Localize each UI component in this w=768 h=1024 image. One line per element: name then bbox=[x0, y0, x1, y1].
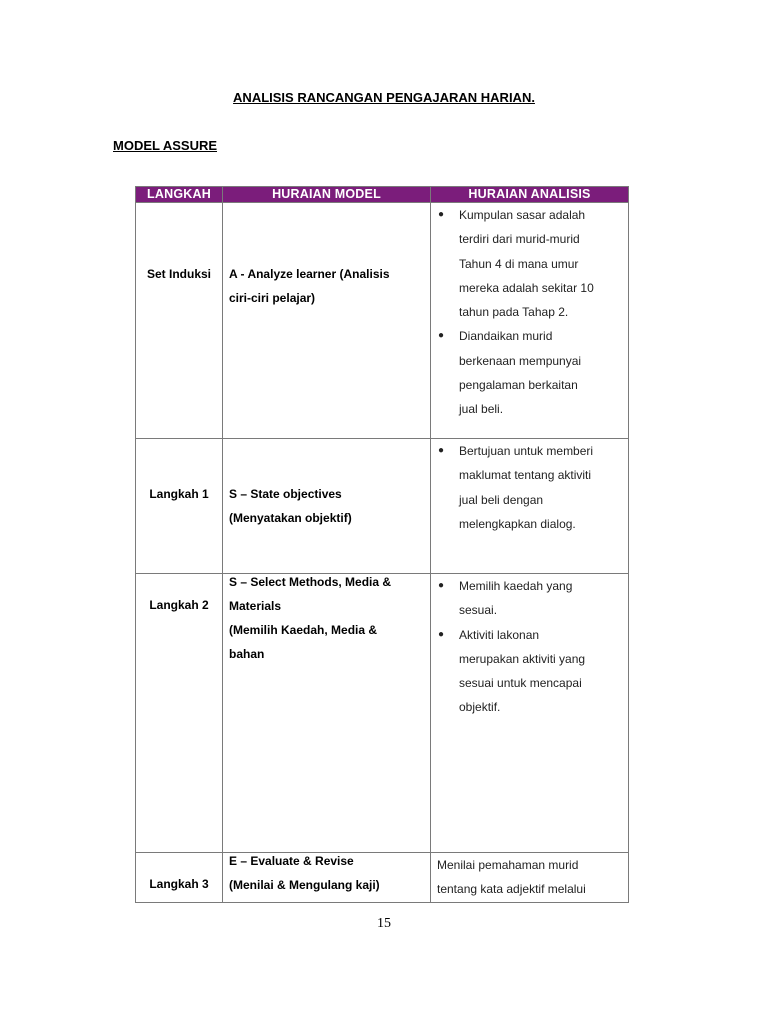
bullet-icon: ● bbox=[438, 580, 445, 591]
analysis-line: jual beli. bbox=[459, 402, 504, 417]
analysis-cell bbox=[431, 203, 629, 439]
model-cell bbox=[223, 439, 431, 574]
analysis-line: berkenaan mempunyai bbox=[459, 353, 582, 368]
model-line: ciri-ciri pelajar) bbox=[229, 291, 316, 305]
analysis-line: sesuai untuk mencapai bbox=[459, 676, 582, 691]
model-description bbox=[229, 574, 427, 667]
analysis-cell bbox=[431, 574, 629, 853]
model-cell bbox=[223, 853, 431, 903]
analysis-line: Menilai pemahaman murid bbox=[437, 858, 579, 872]
step-label: Langkah 3 bbox=[149, 877, 209, 891]
analysis-list bbox=[431, 203, 628, 422]
step-cell bbox=[136, 853, 223, 903]
document-title: ANALISIS RANCANGAN PENGAJARAN HARIAN. bbox=[233, 90, 535, 105]
analysis-list bbox=[431, 439, 628, 536]
analysis-line: mereka adalah sekitar 10 bbox=[459, 280, 594, 295]
bullet-icon: ● bbox=[438, 445, 445, 456]
model-line: (Menyatakan objektif) bbox=[229, 511, 352, 525]
model-line: Materials bbox=[229, 599, 282, 613]
analysis-line: Bertujuan untuk memberi bbox=[459, 444, 594, 458]
analysis-cell bbox=[431, 439, 629, 574]
model-line: bahan bbox=[229, 647, 265, 661]
model-line: S – State objectives bbox=[229, 487, 342, 501]
analysis-line: merupakan aktiviti yang bbox=[459, 651, 586, 666]
assure-analysis-table bbox=[135, 186, 629, 903]
page-number: 15 bbox=[377, 916, 391, 931]
model-description bbox=[229, 853, 427, 898]
header-huraian-model: HURAIAN MODEL bbox=[223, 187, 431, 203]
header-huraian-analisis: HURAIAN ANALISIS bbox=[431, 187, 629, 203]
model-line: S – Select Methods, Media & bbox=[229, 575, 392, 589]
analysis-line: sesuai. bbox=[459, 603, 498, 618]
analysis-line: Diandaikan murid bbox=[459, 329, 553, 344]
bullet-icon: ● bbox=[438, 628, 445, 640]
model-description bbox=[229, 482, 427, 530]
list-item bbox=[431, 324, 628, 421]
analysis-list bbox=[431, 574, 628, 720]
analysis-text bbox=[431, 853, 628, 902]
model-line: E – Evaluate & Revise bbox=[229, 854, 354, 868]
list-item bbox=[431, 203, 628, 324]
analysis-line: maklumat tentang aktiviti bbox=[459, 468, 592, 483]
analysis-line: objektif. bbox=[459, 700, 501, 715]
analysis-line: terdiri dari murid-murid bbox=[459, 232, 580, 247]
table-row bbox=[136, 574, 629, 853]
step-label: Langkah 1 bbox=[149, 487, 209, 501]
analysis-cell bbox=[431, 853, 629, 903]
model-line: (Memilih Kaedah, Media & bbox=[229, 623, 378, 637]
step-cell bbox=[136, 574, 223, 853]
analysis-line: Kumpulan sasar adalah bbox=[459, 208, 586, 222]
model-description bbox=[229, 262, 427, 310]
analysis-line: tahun pada Tahap 2. bbox=[459, 305, 569, 320]
analysis-line: Tahun 4 di mana umur bbox=[459, 256, 579, 271]
step-label: Set Induksi bbox=[146, 267, 211, 281]
list-item bbox=[431, 574, 628, 623]
table-row bbox=[136, 853, 629, 903]
model-cell bbox=[223, 574, 431, 853]
model-cell bbox=[223, 203, 431, 439]
document-subtitle: MODEL ASSURE bbox=[113, 138, 218, 153]
table-row bbox=[136, 203, 629, 439]
table-header-row bbox=[136, 187, 629, 203]
model-line: A - Analyze learner (Analisis bbox=[229, 267, 390, 281]
model-line: (Menilai & Mengulang kaji) bbox=[229, 878, 380, 892]
step-cell bbox=[136, 439, 223, 574]
analysis-line: melengkapkan dialog. bbox=[459, 516, 576, 531]
step-label: Langkah 2 bbox=[149, 598, 209, 612]
list-item bbox=[431, 623, 628, 720]
analysis-line: Aktiviti lakonan bbox=[459, 627, 540, 642]
analysis-line: jual beli dengan bbox=[459, 492, 544, 507]
analysis-line: tentang kata adjektif melalui bbox=[437, 882, 586, 897]
list-item bbox=[431, 439, 628, 536]
table-row bbox=[136, 439, 629, 574]
analysis-line: pengalaman berkaitan bbox=[459, 378, 578, 393]
bullet-icon: ● bbox=[438, 209, 445, 220]
header-langkah: LANGKAH bbox=[136, 187, 223, 203]
analysis-line: Memilih kaedah yang bbox=[459, 579, 573, 593]
step-cell bbox=[136, 203, 223, 439]
bullet-icon: ● bbox=[438, 330, 445, 342]
